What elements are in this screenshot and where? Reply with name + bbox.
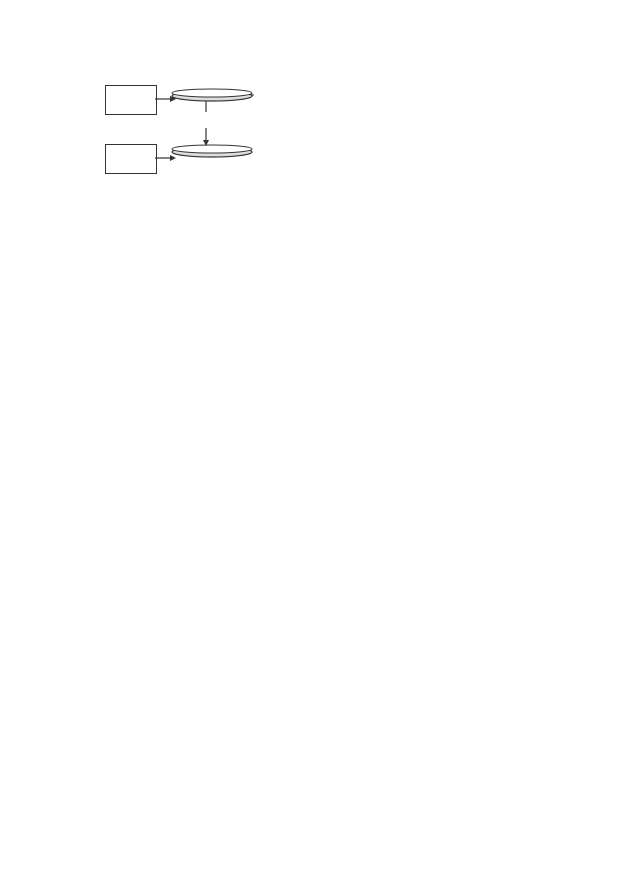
q5-arrows-icon [0,0,623,200]
